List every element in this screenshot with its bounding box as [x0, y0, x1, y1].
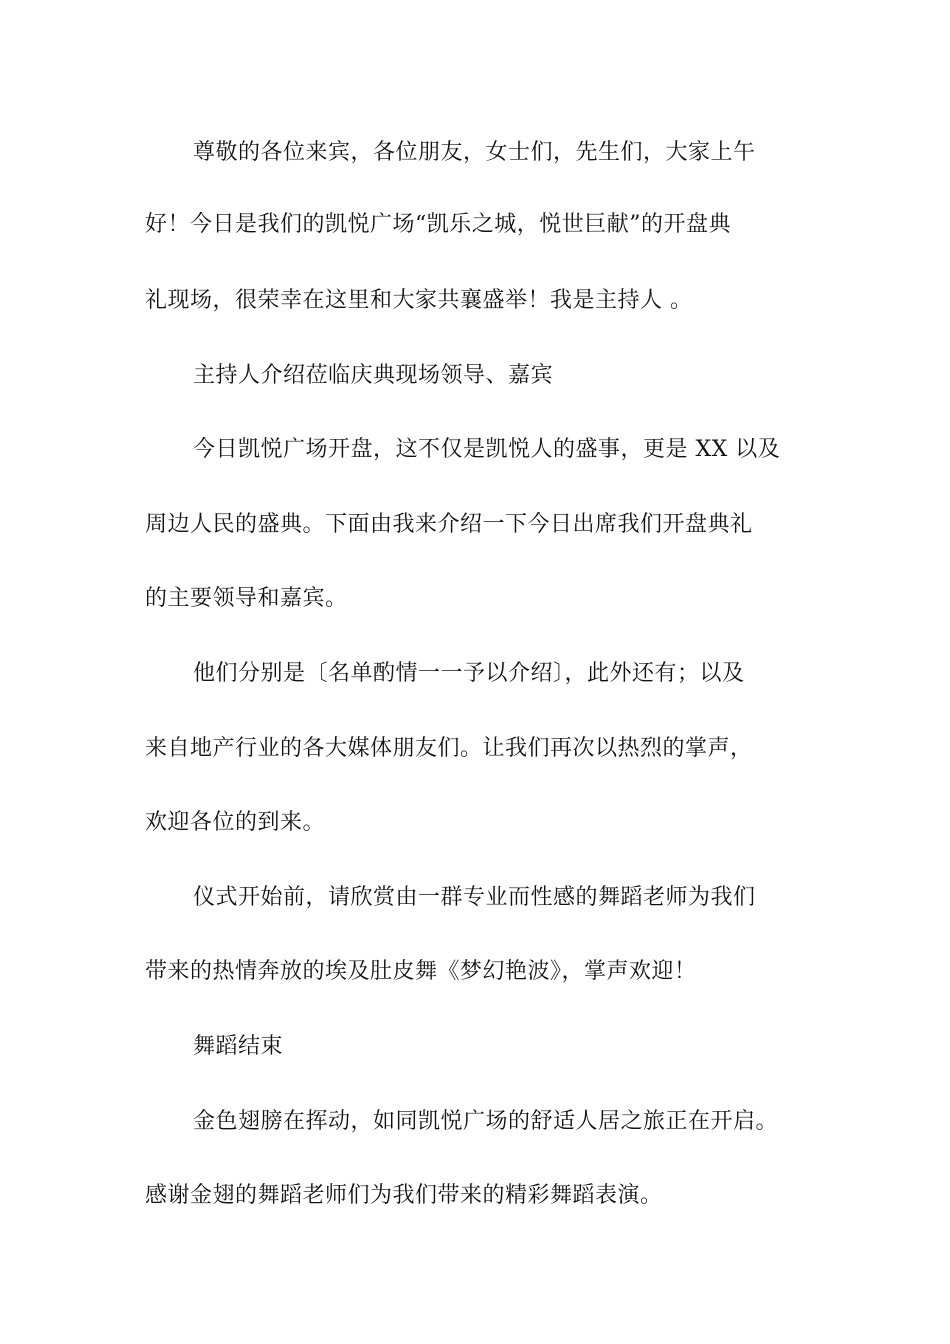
paragraph-4-line-3: 欢迎各位的到来。	[145, 810, 326, 835]
paragraph-1-line-1: 尊敬的各位来宾，各位朋友，女士们，先生们，大家上午	[193, 140, 756, 165]
paragraph-5-line-1: 仪式开始前，请欣赏由一群专业而性感的舞蹈老师为我们	[193, 885, 756, 910]
paragraph-3-line-3: 的主要领导和嘉宾。	[145, 586, 348, 611]
paragraph-7-line-1: 金色翅膀在挥动，如同凯悦广场的舒适人居之旅正在开启。	[193, 1109, 779, 1134]
paragraph-1-line-2: 好！今日是我们的凯悦广场“凯乐之城，悦世巨献”的开盘典	[145, 212, 731, 237]
paragraph-6-line-1: 舞蹈结束	[193, 1034, 284, 1059]
paragraph-4-line-2: 来自地产行业的各大媒体朋友们。让我们再次以热烈的掌声，	[145, 736, 753, 761]
paragraph-3-line-1: 今日凯悦广场开盘，这不仅是凯悦人的盛事，更是 XX 以及	[193, 437, 781, 462]
paragraph-3-line-2: 周边人民的盛典。下面由我来介绍一下今日出席我们开盘典礼	[145, 512, 753, 537]
paragraph-2-line-1: 主持人介绍莅临庆典现场领导、嘉宾	[193, 363, 554, 388]
paragraph-1-line-3: 礼现场，很荣幸在这里和大家共襄盛举！我是主持人 。	[145, 288, 693, 313]
paragraph-7-line-2: 感谢金翅的舞蹈老师们为我们带来的精彩舞蹈表演。	[145, 1183, 663, 1208]
paragraph-4-line-1: 他们分别是〔名单酌情一一予以介绍〕，此外还有；以及	[193, 661, 745, 686]
paragraph-5-line-2: 带来的热情奔放的埃及肚皮舞《梦幻艳波》，掌声欢迎！	[145, 959, 697, 984]
